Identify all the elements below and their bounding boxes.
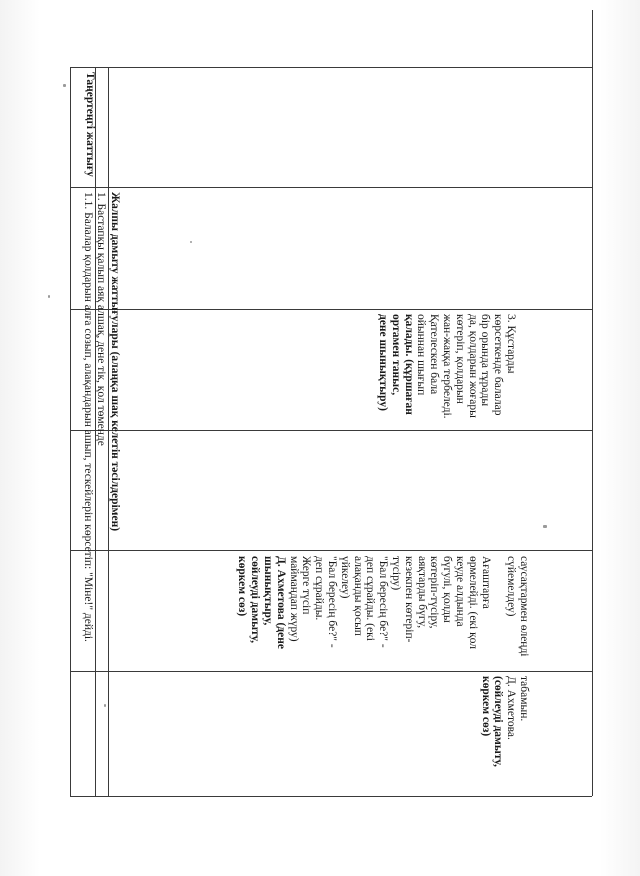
morning-gymnastics-label: Таңертеңгі жаттығу <box>84 72 96 177</box>
table-bottom-border <box>70 796 592 797</box>
text-line: маймаңдап жүру) <box>287 556 300 642</box>
text-line: Ағаштарға <box>479 556 492 609</box>
table-row-divider <box>70 187 592 188</box>
text-line: Жерге түсіп <box>300 556 313 615</box>
text-line: көрсеткенде балалар <box>492 314 505 416</box>
text-line: ортамен таныс, <box>389 314 402 396</box>
scan-speck <box>104 704 106 707</box>
text-line: дене шынықтыру) <box>377 314 390 411</box>
text-line: Д. Ахметова. <box>505 676 518 740</box>
table-left-border <box>70 67 71 796</box>
text-line: "Бал бересің бе?" - <box>326 556 339 648</box>
text-line: өрмелейді. (екі қол <box>466 556 479 650</box>
text-line: сүйемелдеу) <box>505 556 518 617</box>
table-top-border <box>70 67 592 68</box>
text-line: үйкелеу) <box>338 556 351 599</box>
text-line: қалады. (құршаған <box>402 314 415 415</box>
exercise-title: Жалпы дамыту жаттығулары (алаңқа шақ келетін тәсілдерімен) <box>109 192 121 532</box>
text-line: табамын. <box>518 676 530 722</box>
text-line <box>492 556 505 657</box>
text-line: ойыннан шығып <box>415 314 428 396</box>
exercise-line-2: 1.1. Балалар қолдарын алға созып, алақандарын ашып, тескейлерін көрсетіп: "Міне!" дейді. <box>82 192 94 642</box>
text-line: шынықтыру, <box>262 556 275 626</box>
text-line: кеуде алдында <box>454 556 467 627</box>
text-line: сөйлеуді дамыту, <box>249 556 262 644</box>
text-line: саусақтармен өлеңді <box>518 556 530 657</box>
table-row-divider <box>70 550 592 551</box>
text-line: бүгулі, қолды <box>441 556 454 623</box>
text-line: Д. Ахметова (дене <box>274 556 287 649</box>
text-line: жан-жаққа тербеледі. <box>441 314 454 419</box>
text-line: алақанды қосып <box>351 556 364 636</box>
text-line: 3. Құстарды <box>505 314 517 374</box>
scan-speck <box>48 295 50 298</box>
text-line: деп сұрайды. <box>313 556 326 621</box>
exercise-line-1: 1. Бастапқы қалып аяқ алшақ, дене тік, қол төменде <box>95 192 107 446</box>
text-line: көркем сөз) <box>236 556 249 617</box>
text-line: көтеріп, қолдарын <box>453 314 466 404</box>
scan-speck <box>190 241 192 243</box>
cell-step3-birds <box>376 314 517 419</box>
table-row-divider <box>70 430 592 431</box>
table-row-divider <box>70 671 592 672</box>
text-line: аяқтарды бүгу, <box>415 556 428 629</box>
text-line: (сөйлеуді дамыту, <box>492 676 505 767</box>
text-line: көтеріп-түсіру, <box>428 556 441 629</box>
cell-song-exercise <box>236 556 530 657</box>
scan-speck <box>63 84 66 87</box>
text-line: деп сұрайды. (екі <box>364 556 377 641</box>
text-line: да, қолдарын жоғары <box>466 314 479 418</box>
cell-source-attribution <box>479 676 530 767</box>
text-line: көркем сөз) <box>479 676 492 737</box>
table-row-divider <box>70 309 592 310</box>
text-line: түсіру) <box>390 556 403 591</box>
text-line: Қателескен бала <box>428 314 441 395</box>
table-right-border <box>592 10 593 796</box>
scan-speck <box>543 525 547 528</box>
text-line: бір орында тұрады <box>479 314 492 407</box>
text-line: "Бал бересің бе?" - <box>377 556 390 648</box>
text-line: кезекпен көтеріп- <box>402 556 415 643</box>
